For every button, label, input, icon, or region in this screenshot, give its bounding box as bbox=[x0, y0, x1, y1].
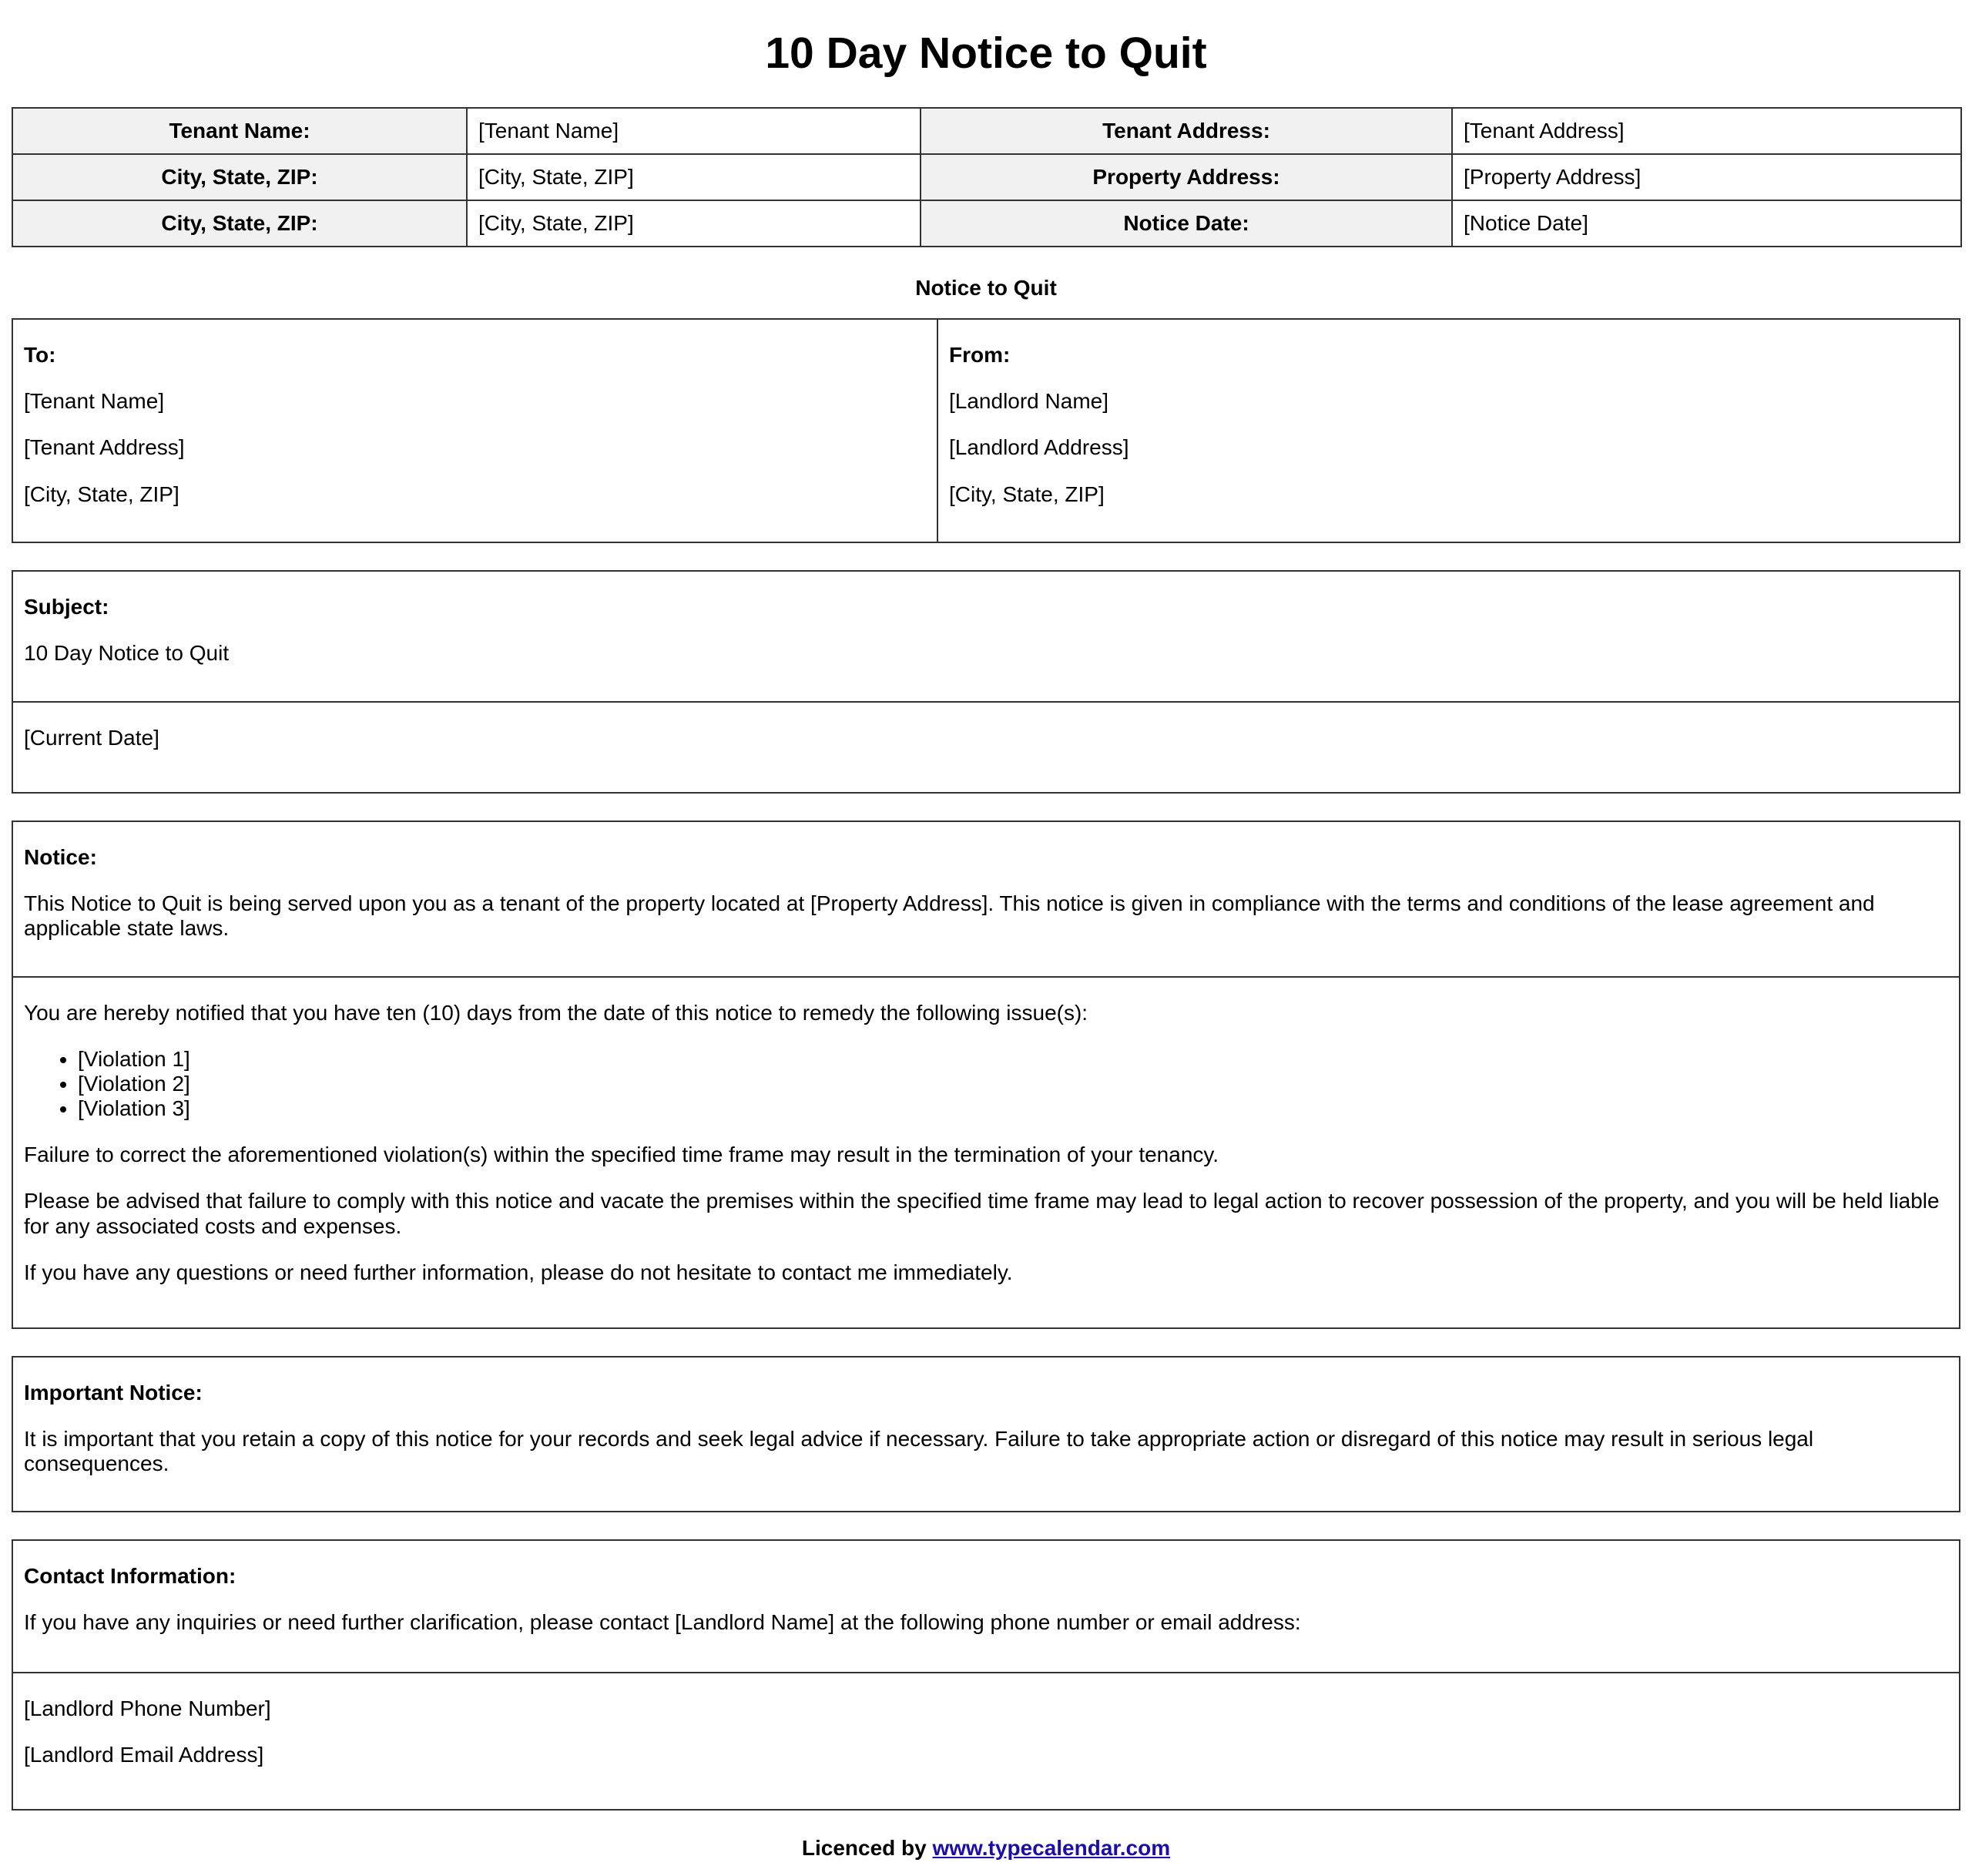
list-item: • [Violation 2] bbox=[78, 1072, 1948, 1096]
tenant-name-label: Tenant Name: bbox=[12, 108, 467, 154]
city-state-zip-label: City, State, ZIP: bbox=[12, 200, 467, 247]
footer-licence bbox=[0, 1836, 1972, 1861]
current-date: [Current Date] bbox=[24, 726, 159, 750]
notice-date-label: Notice Date: bbox=[921, 200, 1452, 247]
to-label: To: bbox=[24, 343, 56, 367]
to-block bbox=[13, 320, 938, 542]
notice-label: Notice: bbox=[24, 845, 97, 869]
questions-text: If you have any questions or need further information, please do not hesitate to contact me immediately. bbox=[24, 1260, 1013, 1284]
footer-prefix: Licenced by bbox=[801, 1836, 927, 1860]
from-city-state-zip: [City, State, ZIP] bbox=[949, 482, 1105, 506]
to-from-box bbox=[12, 318, 1960, 543]
contact-info-section bbox=[13, 1541, 1959, 1672]
failure-text: Failure to correct the aforementioned violation(s) within the specified time frame may result in the termination of your tenancy. bbox=[24, 1143, 1219, 1167]
typecalendar-link[interactable]: www.typecalendar.com bbox=[932, 1836, 1171, 1860]
property-address-label: Property Address: bbox=[921, 154, 1452, 200]
table-row bbox=[12, 200, 1961, 247]
current-date-section bbox=[13, 701, 1959, 792]
advised-text: Please be advised that failure to comply with this notice and vacate the premises within the specified time frame may lead to legal action to recover possession of the property, and you will be held liable for any associated costs and expenses. bbox=[24, 1189, 1940, 1238]
document-title: 10 Day Notice to Quit bbox=[765, 29, 1207, 78]
to-city-state-zip: [City, State, ZIP] bbox=[24, 482, 179, 506]
notice-intro-text: This Notice to Quit is being served upon you as a tenant of the property located at [Property Address]. This notice is given in compliance with the terms and conditions of the lease agreement and applicable state laws. bbox=[24, 891, 1875, 941]
notice-to-quit-heading: Notice to Quit bbox=[915, 276, 1057, 300]
notice-date-value: [Notice Date] bbox=[1452, 200, 1961, 247]
to-tenant-address: [Tenant Address] bbox=[24, 435, 185, 460]
notice-body-section bbox=[13, 976, 1959, 1327]
subject-section bbox=[13, 572, 1959, 701]
tenant-info-table bbox=[12, 107, 1962, 247]
contact-info-label: Contact Information: bbox=[24, 1564, 236, 1588]
remedy-text: You are hereby notified that you have ten (10) days from the date of this notice to remedy the following issue(s): bbox=[24, 1001, 1088, 1025]
landlord-phone: [Landlord Phone Number] bbox=[24, 1696, 271, 1720]
contact-info-text: If you have any inquiries or need further clarification, please contact [Landlord Name] at the following phone number or email address: bbox=[24, 1610, 1301, 1635]
tenant-address-value: [Tenant Address] bbox=[1452, 108, 1961, 154]
list-item: • [Violation 3] bbox=[78, 1096, 1948, 1121]
property-address-value: [Property Address] bbox=[1452, 154, 1961, 200]
table-row bbox=[12, 108, 1961, 154]
violations-list bbox=[24, 1047, 1948, 1121]
landlord-email: [Landlord Email Address] bbox=[24, 1743, 264, 1767]
contact-details-section bbox=[13, 1672, 1959, 1809]
important-notice-section bbox=[13, 1357, 1959, 1477]
subject-box bbox=[12, 570, 1960, 794]
city-state-zip-value: [City, State, ZIP] bbox=[467, 200, 921, 247]
from-landlord-address: [Landlord Address] bbox=[949, 435, 1129, 460]
subject-label: Subject: bbox=[24, 595, 109, 619]
from-block bbox=[938, 320, 1959, 542]
list-item: • [Violation 1] bbox=[78, 1047, 1948, 1072]
city-state-zip-label: City, State, ZIP: bbox=[12, 154, 467, 200]
to-tenant-name: [Tenant Name] bbox=[24, 389, 165, 414]
notice-box bbox=[12, 821, 1960, 1329]
city-state-zip-value: [City, State, ZIP] bbox=[467, 154, 921, 200]
table-row bbox=[12, 154, 1961, 200]
important-notice-text: It is important that you retain a copy of this notice for your records and seek legal advice if necessary. Failure to take appropriate action or disregard of this notice may result in serious legal consequences. bbox=[24, 1427, 1814, 1476]
tenant-address-label: Tenant Address: bbox=[921, 108, 1452, 154]
contact-box bbox=[12, 1539, 1960, 1811]
from-landlord-name: [Landlord Name] bbox=[949, 389, 1109, 414]
from-label: From: bbox=[949, 343, 1011, 367]
important-notice-label: Important Notice: bbox=[24, 1381, 203, 1404]
notice-intro-section bbox=[13, 822, 1959, 976]
subject-text: 10 Day Notice to Quit bbox=[24, 641, 230, 666]
tenant-name-value: [Tenant Name] bbox=[467, 108, 921, 154]
important-notice-box bbox=[12, 1356, 1960, 1512]
